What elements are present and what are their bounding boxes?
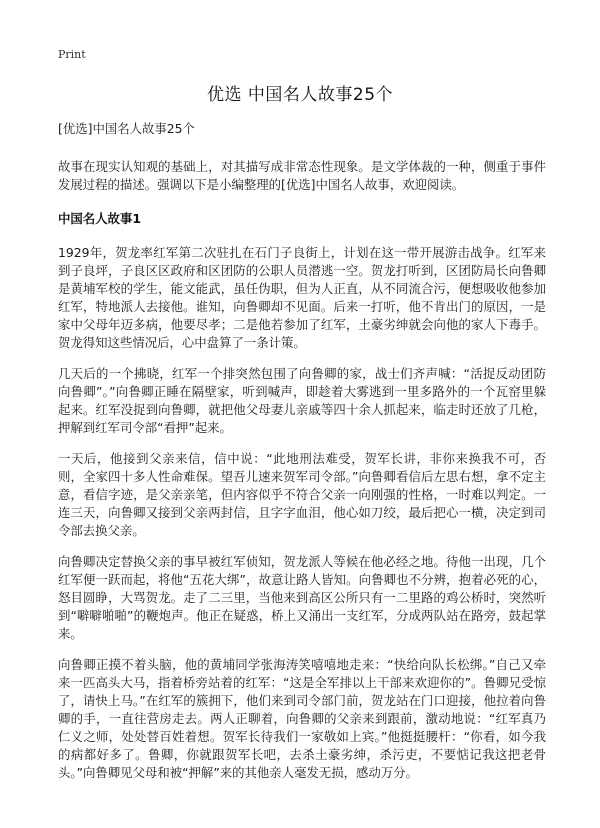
document-body [58,120,546,795]
intro-paragraph: 故事在现实认知观的基础上，对其描写成非常态性现象。是文学体裁的一种，侧重于事件发展过程的描述。强调以下是小编整理的[优选]中国名人故事，欢迎阅读。 [58,159,546,192]
section-heading: 中国名人故事1 [58,211,141,226]
document-subtitle: [优选]中国名人故事25个 [58,121,195,136]
print-label: Print [58,48,86,61]
page-title: 优选 中国名人故事25个 [206,85,394,105]
story-paragraph-2: 几天后的一个拂晓，红军一个排突然包围了向鲁卿的家，战士们齐声喊：“活捉反动团防向鲁卿”。”向鲁卿正睡在隔壁家，听到喊声，即趁着大雾逃到一里多路外的一个瓦窑里躲起来。红军没捉到向鲁卿，就把他父母妻儿亲戚等四十余人抓起来，临走时还放了几枪，押解到红军司令部“看押”起来。 [58,366,546,435]
story-paragraph-1: 1929年，贺龙率红军第二次驻扎在石门子良街上，计划在这一带开展游击战争。红军来到子良坪，子良区区政府和区团防的公职人员潜逃一空。贺龙打听到，区团防局长向鲁卿是黄埔军校的学生，能文能武，虽任伪职，但为人正直，从不同流合污，便想吸收他参加红军，特地派人去接他。谁知，向鲁卿却不见面。后来一打听，他不肯出门的原因，一是家中父母年迈多病，他要尽孝；二是他若参加了红军，土豪劣绅就会向他的家人下毒手。贺龙得知这些情况后，心中盘算了一条计策。 [58,245,546,350]
story-paragraph-3: 一天后，他接到父亲来信，信中说：“此地刑法难受，贺军长讲，非你来换我不可，否则，全家四十多人性命难保。望吾儿速来贺军司令部。”向鲁卿看信后左思右想，拿不定主意，看信字迹，是父亲亲笔，但内容似乎不符合父亲一向刚强的性格，一时难以判定。一连三天，向鲁卿又接到父亲两封信，且字字血泪，他心如刀绞，最后把心一横，决定到司令部去换父亲。 [58,451,546,538]
story-paragraph-4: 向鲁卿决定替换父亲的事早被红军侦知，贺龙派人等候在他必经之地。待他一出现，几个红军便一跃而起，将他“五花大绑”，故意让路人皆知。向鲁卿也不分辨，抱着必死的心，怒目圆睁，大骂贺龙。走了二三里，当他来到高区公所只有一二里路的鸡公桥时，突然听到“噼噼啪啪”的鞭炮声。他正在疑惑，桥上又涌出一支红军，分成两队站在路旁，鼓起掌来。 [58,554,546,641]
story-paragraph-5: 向鲁卿正摸不着头脑，他的黄埔同学张海涛笑嘻嘻地走来：“快给向队长松绑。”自己又牵来一匹高头大马，指着桥旁站着的红军：“这是全军排以上干部来欢迎你的”。鲁卿兄受惊了，请快上马。”在红军的簇拥下，他们来到司令部门前，贺龙站在门口迎接，他拉着向鲁卿的手，一直往营房走去。两人正聊着，向鲁卿的父亲来到跟前，激动地说：“红军真乃仁义之师，处处替百姓着想。贺军长待我们一家敬如上宾。”他挺挺腰杆：“你看，如今我的病都好多了。鲁卿，你就跟贺军长吧，去杀土豪劣绅，杀污吏，不要惦记我这把老骨头。”向鲁卿见父母和被“押解”来的其他亲人毫发无损，感动万分。 [58,657,546,780]
